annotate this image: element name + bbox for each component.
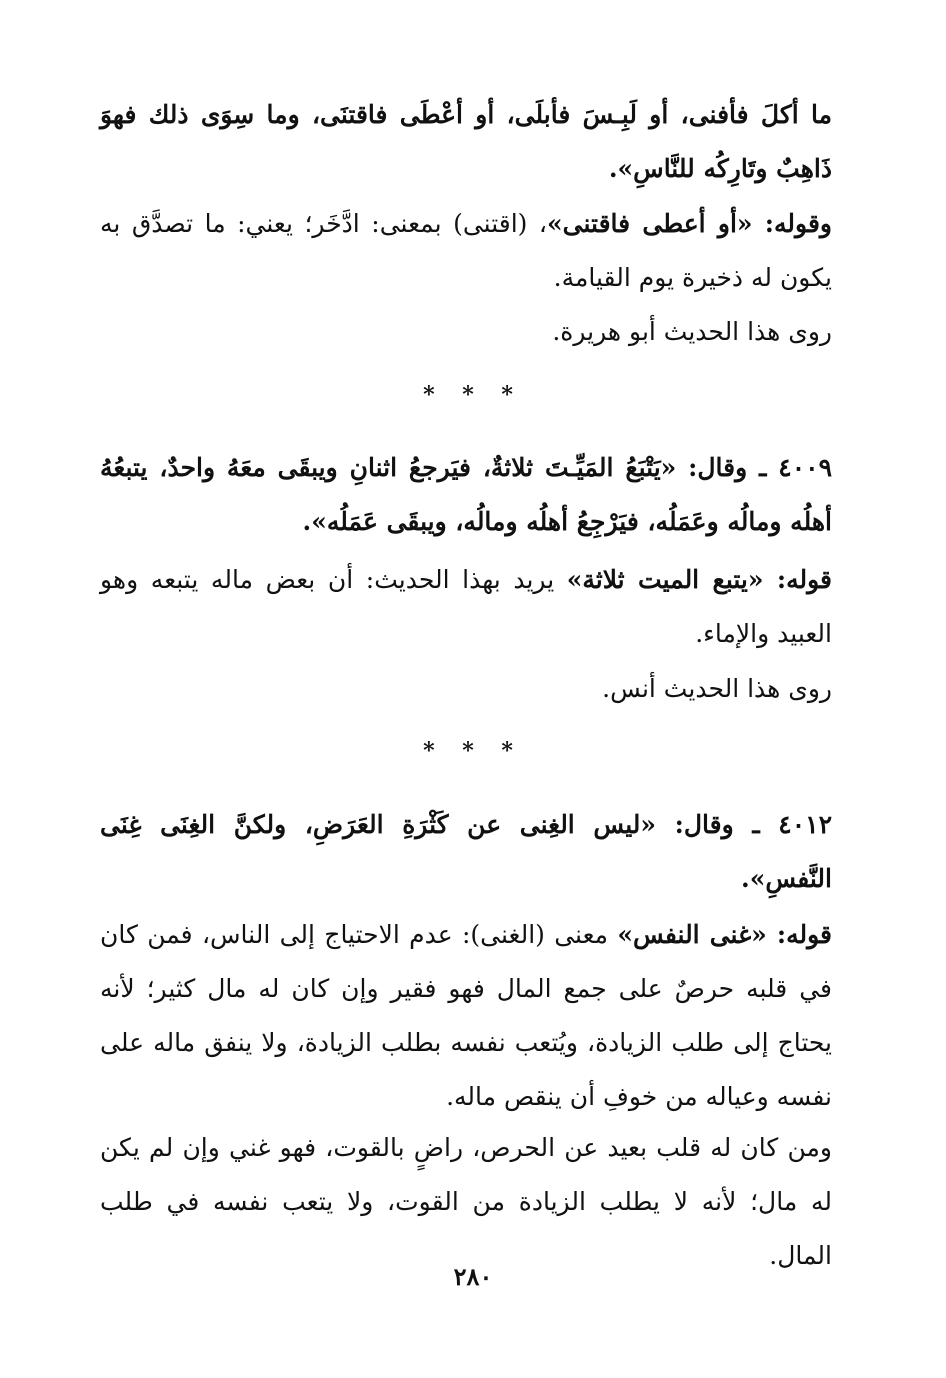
commentary-4012 xyxy=(100,908,832,1124)
page-number: ٢٨٠ xyxy=(453,1262,493,1291)
commentary-4012-rest: معنى (الغنى): عدم الاحتياج إلى الناس، فمن كان في قلبه حرصٌ على جمع المال فهو فقير وإن كان له مال كثير؛ لأنه يحتاج إلى طلب الزيادة، ويُتعب نفسه بطلب الزيادة، ولا ينفق ماله على نفسه وعياله من خوفِ أن ينقص ماله. xyxy=(100,920,832,1111)
hadith-4009: ٤٠٠٩ ـ وقال: «يَتْبَعُ المَيِّـتَ ثلاثةٌ، فيَرجعُ اثنانِ ويبقَى معَهُ واحدٌ، يتبعُهُ أهلُه ومالُه وعَمَلُه، فيَرْجِعُ أهلُه ومالُه، ويبقَى عَمَلُه». xyxy=(100,453,832,536)
commentary-4009-quote: «يتبع الميت ثلاثة» xyxy=(566,565,764,594)
commentary-4008-rest: ، (اقتنى) بمعنى: ادَّخَر؛ يعني: ما تصدَّق به يكون له ذخيرة يوم القيامة. xyxy=(100,209,832,292)
commentary-4008 xyxy=(100,197,832,305)
section-separator-1: * * * xyxy=(423,382,523,408)
commentary-4012-continued: ومن كان له قلب بعيد عن الحرص، راضٍ بالقوت، فهو غني وإن لم يكن له مال؛ لأنه لا يطلب الزيادة من القوت، ولا يتعب نفسه في طلب المال. xyxy=(100,1133,832,1270)
section-separator-2: * * * xyxy=(423,738,523,764)
commentary-4008-prefix: وقوله: xyxy=(752,209,832,238)
commentary-4012-quote: «غنى النفس» xyxy=(617,920,767,949)
commentary-4008-quote: «أو أعطى فاقتنى» xyxy=(547,209,753,238)
hadith-4008-ending: ما أكلَ فأفنى، أو لَبِـسَ فأبلَى، أو أعْطَى فاقتنَى، وما سِوَى ذلك فهوَ ذَاهِبٌ وتَارِكُه للنَّاسِ». xyxy=(100,100,832,183)
narrator-4009: روى هذا الحديث أنس. xyxy=(602,674,832,703)
narrator-4008: روى هذا الحديث أبو هريرة. xyxy=(552,317,832,346)
hadith-4012: ٤٠١٢ ـ وقال: «ليس الغِنى عن كَثْرَةِ العَرَضِ، ولكنَّ الغِنَى غِنَى النَّفسِ». xyxy=(100,810,832,893)
commentary-4009-rest: يريد بهذا الحديث: أن بعض ماله يتبعه وهو العبيد والإماء. xyxy=(100,565,832,648)
commentary-4009 xyxy=(100,553,832,661)
commentary-4009-prefix: قوله: xyxy=(763,565,832,594)
commentary-4012-prefix: قوله: xyxy=(766,920,832,949)
